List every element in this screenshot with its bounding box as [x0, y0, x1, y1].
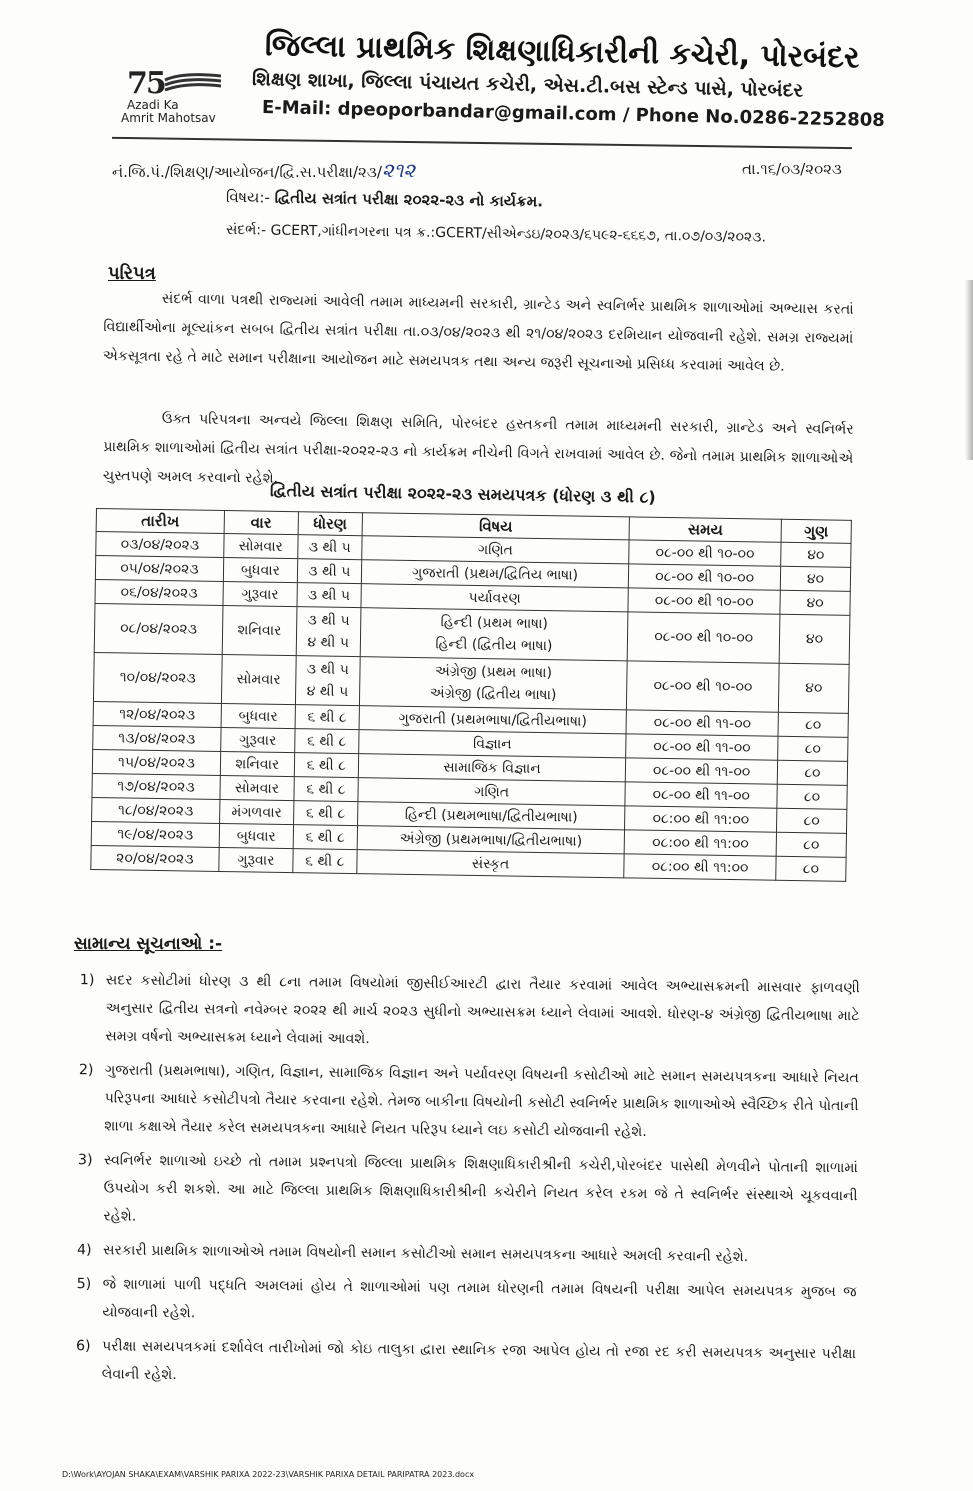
circular-heading: પરિપત્ર — [108, 263, 156, 284]
circular-paragraph-1: સંદર્ભ વાળા પત્રથી રાજ્યમાં આવેલી તમામ માધ્યમની સરકારી, ગ્રાન્ટેડ અને સ્વનિર્ભર પ્રાથમિક શાળાઓમાં અભ્યાસ કરતાં વિદ્યાર્થીઓના મૂલ્યાંકન સબબ દ્વિતીય સત્રાંત પરીક્ષા તા.૦૩/૦૪/૨૦૨૩ થી ૨૧/૦૪/૨૦૨૩ દરમિયાન યોજવાની રહેશે. સમગ્ર રાજ્યમાં એકસૂત્રતા રહે તે માટે સમાન પરીક્ષાના આયોજન માટે સમયપત્રક તથા અન્ય જરૂરી સૂચનાઓ પ્રસિધ્ધ કરવામાં આવેલ છે. — [102, 290, 854, 375]
cell-day: ગુરૂવાર — [221, 727, 295, 752]
cell-date: ૧૨/૦૪/૨૦૨૩ — [93, 701, 221, 727]
list-item-text: સદર કસોટીમાં ધોરણ ૩ થી ૮ના તમામ વિષયોમાં જીસીઈઆરટી દ્વારા તૈયાર કરવામાં આવેલ અભ્યાસક્રમની માસવાર ફાળવણી અનુસાર દ્વિતીય સત્રનો નવેમ્બર ૨૦૨૨ થી માર્ચ ૨૦૨૩ સુધીનો અભ્યાસક્રમ ધ્યાને લેવામાં આવશે. ધોરણ-૪ અંગ્રેજી દ્વિતીયભાષા માટે સમગ્ર વર્ષનો અભ્યાસક્રમ ધ્યાને લેવામાં આવશે. — [105, 972, 860, 1048]
cell-time: ૦૮-૦૦ થી ૧૦-૦૦ — [629, 540, 781, 566]
cell-standard — [296, 607, 361, 657]
cell-standard-line1: ૩ થી ૫ — [306, 661, 350, 678]
cell-day: સોમવાર — [224, 534, 298, 559]
subject-text: દ્વિતીય સત્રાંત પરીક્ષા ૨૦૨૨-૨૩ નો કાર્યક્રમ. — [274, 188, 544, 211]
list-item-number: 2) — [78, 1062, 94, 1079]
column-header-standard: ધોરણ — [298, 512, 362, 536]
cell-time: ૦૮-૦૦ થી ૧૧-૦૦ — [626, 734, 778, 760]
cell-standard: ૬ થી ૮ — [293, 801, 357, 826]
cell-standard-line2: ૪ થી ૫ — [306, 683, 349, 700]
reference-label: સંદર્ભ:- — [225, 222, 267, 239]
column-header-day: વાર — [224, 511, 298, 535]
scan-edge-shadow — [965, 280, 973, 460]
general-instructions-heading: સામાન્ય સૂચનાઓ :- — [74, 934, 223, 954]
cell-subject: પર્યાવરણ — [361, 584, 629, 612]
cell-standard: ૬ થી ૮ — [295, 729, 359, 754]
cell-subject: ગણિત — [362, 536, 630, 564]
cell-time: ૦૮-૦૦ થી ૧૦-૦૦ — [629, 564, 781, 590]
logo-text-line1: Azadi Ka — [127, 98, 179, 112]
cell-standard: ૬ થી ૮ — [295, 705, 359, 730]
cell-standard: ૬ થી ૮ — [294, 753, 358, 778]
column-header-time: સમય — [629, 517, 781, 542]
email-address: dpeoporbandar@gmail.com — [337, 98, 617, 126]
office-address: શિક્ષણ શાખા, જિલ્લા પંચાયત કચેરી, એસ.ટી.બસ સ્ટેન્ડ પાસે, પોરબંદર — [251, 68, 804, 102]
cell-time: ૦૮-૦૦ થી ૧૧-૦૦ — [625, 782, 777, 808]
cell-standard-line1: ૩ થી ૫ — [307, 612, 350, 629]
list-item — [69, 966, 860, 1058]
cell-standard: ૩ થી ૫ — [297, 559, 361, 584]
reference-number-handwritten: ૨૧૨ — [381, 158, 416, 182]
timetable — [90, 508, 852, 882]
column-header-date: તારીખ — [96, 509, 224, 534]
cell-subject-line2: અંગ્રેજી (દ્વિતીય ભાષા) — [429, 685, 557, 704]
cell-day: બુધવાર — [219, 823, 293, 848]
timetable-title: દ્વિતીય સત્રાંત પરીક્ષા ૨૦૨૨-૨૩ સમયપત્રક (ધોરણ ૩ થી ૮) — [269, 481, 656, 507]
cell-time: ૦૮-૦૦ થી ૧૧-૦૦ — [626, 758, 778, 784]
list-item — [67, 1146, 858, 1238]
subject-label: વિષય:- — [225, 188, 270, 207]
list-item-text: પરીક્ષા સમયપત્રકમાં દર્શાવેલ તારીખોમાં જો કોઇ તાલુકા દ્વારા સ્થાનિક રજા આપેલ હોય તો રજા રદ કરી સમયપત્રક અનુસાર પરીક્ષા લેવાની રહેશે. — [101, 1338, 857, 1384]
cell-subject: ગુજરાતી (પ્રથમભાષા/દ્વિતીયભાષા) — [359, 706, 627, 734]
cell-marks: ૮૦ — [777, 760, 847, 785]
list-item — [66, 1332, 857, 1396]
cell-marks: ૮૦ — [776, 856, 846, 881]
cell-day: શનિવાર — [220, 751, 294, 776]
cell-standard: ૬ થી ૮ — [293, 825, 357, 850]
header-divider — [112, 137, 852, 149]
timetable-table — [90, 508, 852, 882]
list-item-text: સ્વનિર્ભર શાળાઓ ઇચ્છે તો તમામ પ્રશ્નપત્રો જિલ્લા પ્રાથમિક શિક્ષણાધિકારીશ્રીની કચેરી,પોરબંદર પાસેથી મેળવીને પોતાની શાળામાં ઉપયોગ કરી શકશે. આ માટે જિલ્લા પ્રાથમિક શિક્ષણાધિકારીશ્રીની કચેરીને નિયત કરેલ રકમ જે તે સ્વનિર્ભર સંસ્થાએ ચૂકવવાની રહેશે. — [103, 1152, 859, 1225]
column-header-marks: ગુણ — [781, 519, 851, 543]
cell-subject-line2: હિન્દી (દ્વિતીય ભાષા) — [435, 636, 553, 655]
cell-time: ૦૮:૦૦ થી ૧૧:૦૦ — [625, 806, 777, 832]
cell-day: સોમવાર — [221, 654, 296, 704]
cell-subject — [360, 608, 628, 661]
cell-time: ૦૮-૦૦ થી ૧૦-૦૦ — [627, 612, 779, 663]
cell-date: ૧૯/૦૪/૨૦૨૩ — [91, 821, 219, 847]
cell-time: ૦૮-૦૦ થી ૧૦-૦૦ — [628, 588, 780, 614]
cell-subject: સંસ્કૃત — [357, 850, 625, 878]
cell-subject: ગણિત — [358, 778, 626, 806]
cell-standard: ૬ થી ૮ — [293, 849, 357, 874]
list-item — [66, 1270, 857, 1334]
cell-marks: ૪૦ — [778, 663, 849, 713]
cell-date: ૧૫/૦૪/૨૦૨૩ — [92, 749, 220, 775]
office-contact — [262, 97, 885, 131]
cell-subject: વિજ્ઞાન — [358, 730, 626, 758]
general-instructions-list — [66, 966, 860, 1402]
list-item-text: સરકારી પ્રાથમિક શાળાઓએ તમામ વિષયોની સમાન કસોટીઓ સમાન સમયપત્રકના આધારે અમલી કરવાની રહેશે. — [102, 1242, 749, 1266]
cell-marks: ૮૦ — [777, 808, 847, 833]
cell-subject: અંગ્રેજી (પ્રથમભાષા/દ્વિતીયભાષા) — [357, 826, 625, 854]
cell-date: ૦૫/૦૪/૨૦૨૩ — [95, 556, 223, 582]
office-title: જિલ્લા પ્રાથમિક શિક્ષણાધિકારીની કચેરી, પોરબંદર — [264, 28, 860, 76]
subject-line — [226, 188, 543, 210]
cell-day: સોમવાર — [220, 775, 294, 800]
issue-date: તા.૧૬/૦૩/૨૦૨૩ — [742, 160, 842, 178]
cell-marks: ૮૦ — [777, 784, 847, 809]
cell-subject-line1: અંગ્રેજી (પ્રથમ ભાષા) — [434, 663, 553, 682]
cell-day: બુધવાર — [223, 558, 297, 583]
cell-standard: ૬ થી ૮ — [294, 777, 358, 802]
cell-marks: ૪૦ — [780, 590, 850, 615]
cell-time: ૦૮:૦૦ થી ૧૧:૦૦ — [624, 854, 776, 880]
cell-subject: ગુજરાતી (પ્રથમ/દ્વિતિય ભાષા) — [361, 560, 629, 588]
cell-subject: હિન્દી (પ્રથમભાષા/દ્વિતીયભાષા) — [357, 802, 625, 830]
list-item-number: 5) — [76, 1276, 92, 1293]
circular-paragraph-2: ઉક્ત પરિપત્રના અન્વયે જિલ્લા શિક્ષણ સમિતિ, પોરબંદર હસ્તકની તમામ માધ્યમની સરકારી, ગ્રાન્ટેડ અને સ્વનિર્ભર પ્રાથમિક શાળાઓમાં દ્વિતીય સત્રાંત પરીક્ષા-૨૦૨૨-૨૩ નો કાર્યક્રમ નીચેની વિગતે રાખવામાં આવેલ છે. જેનો તમામ પ્રાથમિક શાળાઓએ ચુસ્તપણે અમલ કરવાનો રહેશે. — [102, 410, 854, 487]
list-item-number: 4) — [76, 1242, 92, 1259]
list-item-text: ગુજરાતી (પ્રથમભાષા), ગણિત, વિજ્ઞાન, સામાજિક વિજ્ઞાન અને પર્યાવરણ વિષયની કસોટીઓ માટે સમાન સમયપત્રકના આધારે નિયત પરિરૂપના આધારે કસોટીપત્રો તૈયાર કરવાના રહેશે. તેમજ બાકીના વિષયોની કસોટી સ્વનિર્ભર પ્રાથમિક શાળાઓએ સ્વૈચ્છિક રીતે પોતાની શાળા કક્ષાએ તૈયાર કરેલ સમયપત્રકના આધારે નિયત પરિરૂપ ધ્યાને લઇ કસોટી યોજવાની રહેશે. — [104, 1062, 859, 1141]
email-label: E-Mail: — [261, 97, 338, 120]
reference-text: GCERT,ગાંધીનગરના પત્ર ક્ર.:GCERT/સીએન્ડઇ/૨૦૨૩/૬૫૯૨-૬૬૬૭, તા.૦૭/૦૩/૨૦૨૩. — [270, 222, 767, 246]
cell-day: મંગળવાર — [219, 799, 293, 824]
list-item — [67, 1236, 857, 1272]
tricolor-flag-icon — [163, 72, 223, 94]
cell-date: ૦૬/૦૪/૨૦૨૩ — [95, 579, 223, 605]
logo-75-mark: 75 — [127, 66, 165, 101]
cell-marks: ૪૦ — [781, 542, 851, 567]
cell-standard: ૩ થી ૫ — [297, 583, 361, 608]
list-item-number: 6) — [75, 1338, 91, 1355]
cell-date: ૧૮/૦૪/૨૦૨૩ — [92, 797, 220, 823]
column-header-subject: વિષય — [362, 513, 630, 540]
document-file-path: D:\Work\AYOJAN SHAKA\EXAM\VARSHIK PARIXA 2022-23\VARSHIK PARIXA DETAIL PARIPATRA 2023.docx — [62, 1470, 475, 1479]
cell-time: ૦૮:૦૦ થી ૧૧:૦૦ — [624, 830, 776, 856]
cell-marks: ૪૦ — [779, 614, 850, 664]
cell-date: ૧૭/૦૪/૨૦૨૩ — [92, 773, 220, 799]
cell-date: ૦૩/૦૪/૨૦૨૩ — [96, 532, 224, 558]
list-item-text: જે શાળામાં પાળી પદ્ધતિ અમલમાં હોય તે શાળાઓમાં પણ તમામ ધોરણની તમામ વિષયની પરીક્ષા આપેલ સમયપત્રક મુજબ જ યોજવાની રહેશે. — [102, 1276, 857, 1322]
cell-date: ૦૮/૦૪/૨૦૨૩ — [94, 603, 223, 654]
cell-subject: સામાજિક વિજ્ઞાન — [358, 754, 626, 782]
azadi-ka-amrit-mahotsav-logo — [115, 66, 235, 136]
cell-standard: ૩ થી ૫ — [298, 535, 362, 560]
cell-standard-line2: ૪ થી ૫ — [307, 634, 350, 651]
reference-line — [226, 222, 766, 246]
cell-time: ૦૮-૦૦ થી ૧૦-૦૦ — [627, 661, 779, 712]
cell-date: ૧૩/૦૪/૨૦૨૩ — [93, 725, 221, 751]
reference-number — [112, 158, 415, 182]
cell-day: ગુરૂવાર — [223, 582, 297, 607]
cell-day: શનિવાર — [222, 606, 297, 656]
cell-marks: ૮૦ — [776, 832, 846, 857]
cell-marks: ૮૦ — [778, 712, 848, 737]
cell-subject-line1: હિન્દી (પ્રથમ ભાષા) — [440, 614, 549, 633]
reference-number-printed: નં.જિ.પં./શિક્ષણ/આયોજન/દ્વિ.સ.પરીક્ષા/૨૩/ — [112, 163, 382, 181]
cell-date: ૨૦/૦૪/૨૦૨૩ — [91, 845, 219, 871]
logo-text-line2: Amrit Mahotsav — [121, 111, 216, 125]
cell-marks: ૮૦ — [778, 736, 848, 761]
phone-number: 0286-2252808 — [739, 107, 886, 132]
cell-time: ૦૮-૦૦ થી ૧૧-૦૦ — [626, 710, 778, 736]
cell-day: બુધવાર — [221, 703, 295, 728]
phone-label: / Phone No. — [616, 104, 740, 129]
cell-day: ગુરૂવાર — [219, 847, 293, 872]
list-item-number: 3) — [77, 1152, 93, 1169]
cell-marks: ૪૦ — [780, 566, 850, 591]
list-item-number: 1) — [79, 972, 95, 989]
list-item — [68, 1056, 859, 1148]
cell-date: ૧૦/૦૪/૨૦૨૩ — [93, 652, 222, 703]
cell-subject — [359, 657, 627, 710]
cell-standard — [295, 656, 360, 706]
